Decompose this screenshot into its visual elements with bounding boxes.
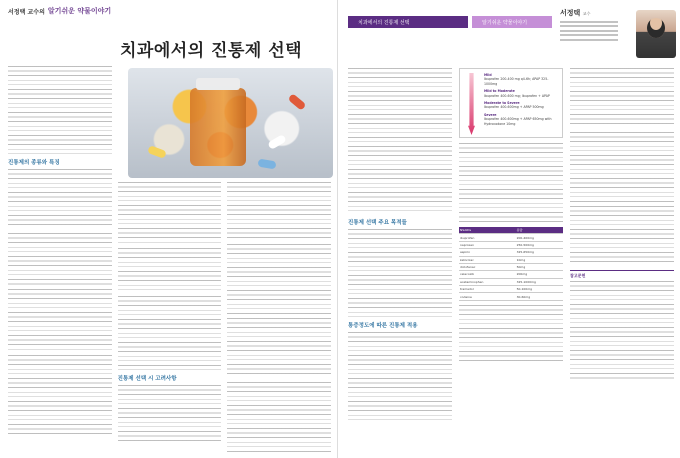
table-row: celecoxib 200mg (459, 271, 563, 278)
references (570, 270, 674, 379)
paragraph (348, 68, 452, 142)
paragraph (118, 296, 222, 370)
column-5 (459, 68, 563, 454)
profile-line (560, 34, 618, 36)
paragraph (570, 68, 674, 128)
drug-table (459, 227, 563, 301)
paragraph (8, 169, 112, 229)
profile-line (560, 39, 618, 41)
table-row: ibuprofen 200-400mg (459, 234, 563, 241)
section-heading: 진통제의 종류와 특징 (8, 160, 60, 166)
author-name: 서정택 교수 (560, 9, 591, 17)
series-header (8, 6, 329, 16)
paragraph (227, 182, 331, 240)
table-row: codeine 30-60mg (459, 293, 563, 300)
reference-list (570, 281, 674, 379)
figure-item: Moderate to Severe Ibuprofen 400-600mg + APAP 500mg (484, 101, 544, 110)
table-row: tramadol 50-100mg (459, 286, 563, 293)
profile-line (560, 21, 618, 23)
column-4 (348, 68, 452, 454)
paragraph (570, 206, 674, 266)
column-1 (8, 66, 112, 454)
tab-article: 치과에서의 진통제 선택 (348, 16, 468, 28)
table-row: naproxen 250-500mg (459, 241, 563, 248)
figure-item: Mild to Moderate Ibuprofen 400-600 mg; Ibuprofen + APAP (484, 89, 550, 98)
paragraph (118, 182, 222, 244)
table-header: NSAIDs 용량 (459, 227, 563, 234)
paragraph (8, 355, 112, 435)
tab-series: 알기쉬운 약물이야기 (472, 16, 552, 28)
figure-item: Mild Ibuprofen 200-400 mg q4-6h; APAP 325-1000mg (484, 73, 549, 86)
article-title: 치과에서의 진통제 선택 (120, 41, 303, 61)
right-page (342, 0, 680, 458)
paragraph (227, 244, 331, 314)
profile-line (560, 30, 618, 32)
column-6 (570, 68, 674, 454)
section-heading: 진통제 선택 주요 목적들 (348, 220, 407, 226)
paragraph (8, 233, 112, 285)
left-columns (8, 66, 331, 454)
table-row: acetaminophen 325-1000mg (459, 278, 563, 285)
paragraph (459, 143, 563, 223)
pain-ladder-figure (459, 68, 563, 138)
table-row: ketorolac 10mg (459, 256, 563, 263)
right-columns (348, 68, 674, 454)
column-2 (118, 66, 222, 454)
paragraph (570, 132, 674, 202)
table-row: aspirin 325-650mg (459, 249, 563, 256)
author-role: 교수 (582, 11, 591, 16)
avatar (636, 10, 676, 58)
profile-line (560, 25, 618, 27)
paragraph (227, 382, 331, 452)
series-name: 알기쉬운 약물이야기 (47, 7, 112, 15)
left-page (0, 0, 338, 458)
section-heading: 통증정도에 따른 진통제 적용 (348, 323, 418, 329)
paragraph (459, 305, 563, 365)
paragraph (118, 385, 222, 445)
paragraph (348, 229, 452, 317)
paragraph (227, 318, 331, 378)
author-profile (560, 8, 678, 60)
paragraph (8, 66, 112, 154)
references-title: 참고문헌 (570, 273, 586, 278)
paragraph (348, 332, 452, 422)
arrow-down-icon (468, 73, 475, 135)
paragraph (118, 248, 222, 292)
paragraph (8, 289, 112, 351)
figure-item: Severe Ibuprofen 400-600mg + APAP 650mg with Hydrocodone 10mg (484, 112, 552, 126)
series-author: 서정택 교수의 (8, 8, 45, 16)
column-3 (227, 66, 331, 454)
section-heading: 진통제 선택 시 고려사항 (117, 376, 177, 382)
paragraph (348, 146, 452, 214)
table-row: diclofenac 50mg (459, 263, 563, 270)
